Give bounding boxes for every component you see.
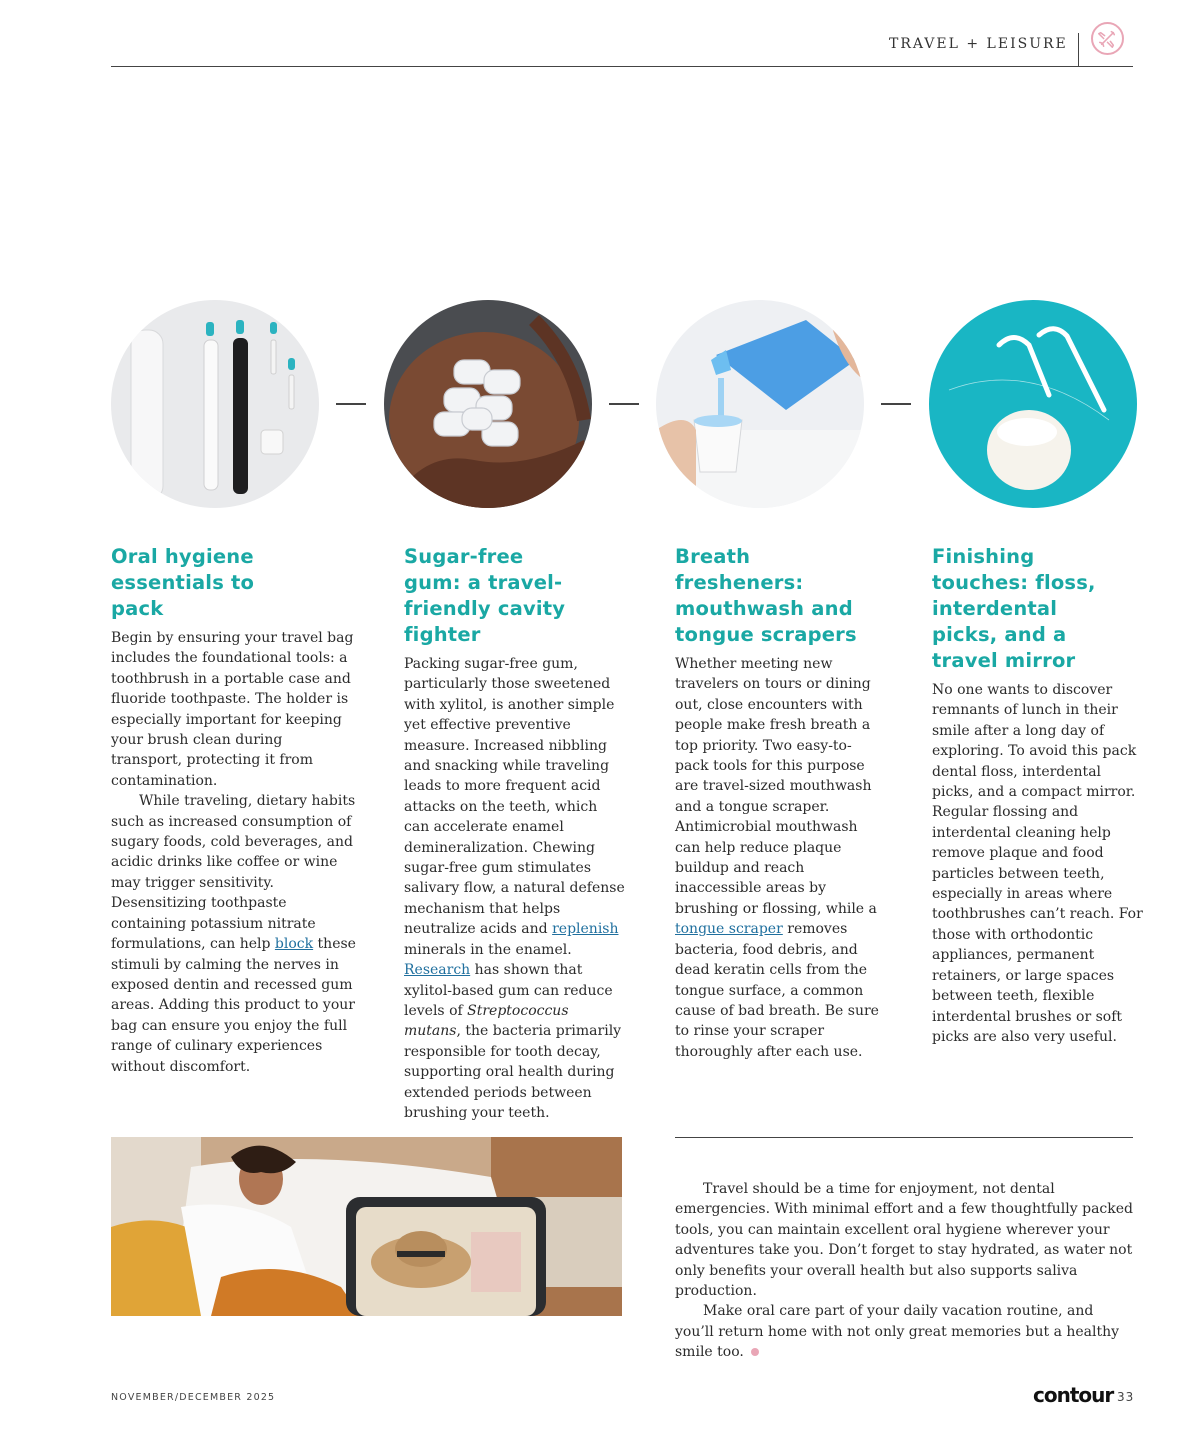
text-span: Packing sugar-free gum, particularly those sweetened with xylitol, is another simple yet effective preventive measure. Increased nibbling and snacking while traveling leads to more frequent acid attacks on the teeth, which can accelerate enamel demineralization. Chewing sugar-free gum stimulates salivary flow, a natural defense mechanism that helps neutralize acids and: [404, 656, 625, 938]
paragraph: [404, 654, 626, 1123]
column-heading: Oral hygiene essentials to pack: [111, 545, 255, 620]
header-rule: [111, 66, 1133, 67]
column-breath-fresheners: [675, 544, 883, 1062]
column-oral-hygiene: [111, 544, 356, 1077]
connector-line: [336, 403, 366, 405]
text-span: , the bacteria primarily responsible for tooth decay, supporting oral health during extended periods between brushing your teeth.: [404, 1023, 622, 1121]
column-sugar-free-gum: [404, 544, 626, 1123]
text-span: While traveling, dietary habits such as increased consumption of sugary foods, cold beverages, and acidic drinks like coffee or wine may trigger sensitivity. Desensitizing toothpaste containing potassium nitrate formulations, can help: [111, 793, 356, 953]
closing-text: [675, 1179, 1135, 1363]
airplane-icon: [1091, 22, 1124, 55]
text-span: Make oral care part of your daily vacation routine, and you’ll return home with not only great memories but a healthy smile too.: [675, 1303, 1120, 1361]
floss-photo: [929, 300, 1137, 508]
toothbrush-photo: [111, 300, 319, 508]
text-span: minerals in the enamel.: [404, 941, 572, 958]
link-research[interactable]: Research: [404, 962, 471, 979]
mouthwash-photo: [656, 300, 864, 508]
column-body: [675, 654, 883, 1062]
column-heading: Breath fresheners: mouthwash and tongue scrapers: [675, 545, 857, 646]
header-divider: [1078, 33, 1079, 67]
link-tongue-scraper[interactable]: tongue scraper: [675, 921, 783, 938]
paragraph: [675, 654, 883, 1062]
text-span: removes bacteria, food debris, and dead keratin cells from the tongue surface, a common cause of bad breath. Be sure to rinse your scraper thoroughly after each use.: [675, 921, 879, 1060]
column-heading: Finishing touches: floss, interdental picks, and a travel mirror: [932, 545, 1096, 672]
woman-relaxing-photo: [111, 1137, 622, 1316]
text-span: Whether meeting new travelers on tours or dining out, close encounters with people make fresh breath a top priority. Two easy-to-pack tools for this purpose are travel-sized mouthwash and a tongue scraper. Antimicrobial mouthwash can help reduce plaque buildup and reach inaccessible areas by brushing or flossing, while a: [675, 656, 877, 917]
gum-photo: [384, 300, 592, 508]
link-block[interactable]: block: [274, 936, 314, 953]
paragraph: [675, 1301, 1135, 1362]
paragraph: [111, 791, 356, 1077]
connector-line: [609, 403, 639, 405]
section-label: TRAVEL + LEISURE: [889, 36, 1068, 52]
connector-line: [881, 403, 911, 405]
column-heading: Sugar-free gum: a travel-friendly cavity fighter: [404, 545, 566, 646]
text-span: has shown that xylitol-based gum can reduce levels of: [404, 962, 613, 1019]
issue-date: NOVEMBER/DECEMBER 2025: [111, 1392, 276, 1403]
paragraph: Begin by ensuring your travel bag includes the foundational tools: a toothbrush in a portable case and fluoride toothpaste. The holder is especially important for keeping your brush clean during transport, protecting it from contamination.: [111, 630, 354, 789]
column-body: [932, 680, 1144, 1047]
column-body: [111, 628, 356, 1077]
page-number: 33: [1117, 1390, 1135, 1404]
italic-species: Streptococcus mutans: [404, 1002, 569, 1040]
paragraph: No one wants to discover remnants of lunch in their smile after a long day of exploring. To avoid this pack dental floss, interdental picks, and a compact mirror. Regular flossing and interdental cleaning help remove plaque and food particles between teeth, especially in areas where toothbrushes can’t reach. For those with orthodontic appliances, permanent retainers, or large spaces between teeth, flexible interdental brushes or soft picks are also very useful.: [932, 682, 1143, 1045]
magazine-logo: contour: [1033, 1383, 1114, 1407]
column-body: [404, 654, 626, 1123]
paragraph: Travel should be a time for enjoyment, not dental emergencies. With minimal effort and a few thoughtfully packed tools, you can maintain excellent oral hygiene wherever your adventures take you. Don’t forget to stay hydrated, as water not only benefits your overall health but also supports saliva production.: [675, 1181, 1133, 1300]
closing-rule: [675, 1137, 1133, 1138]
link-replenish[interactable]: replenish: [552, 921, 619, 938]
end-mark-icon: [751, 1348, 759, 1356]
column-finishing-touches: [932, 544, 1144, 1047]
text-span: these stimuli by calming the nerves in exposed dentin and recessed gum areas. Adding this product to your bag can ensure you enjoy the full range of culinary experiences without discomfort.: [111, 936, 356, 1075]
